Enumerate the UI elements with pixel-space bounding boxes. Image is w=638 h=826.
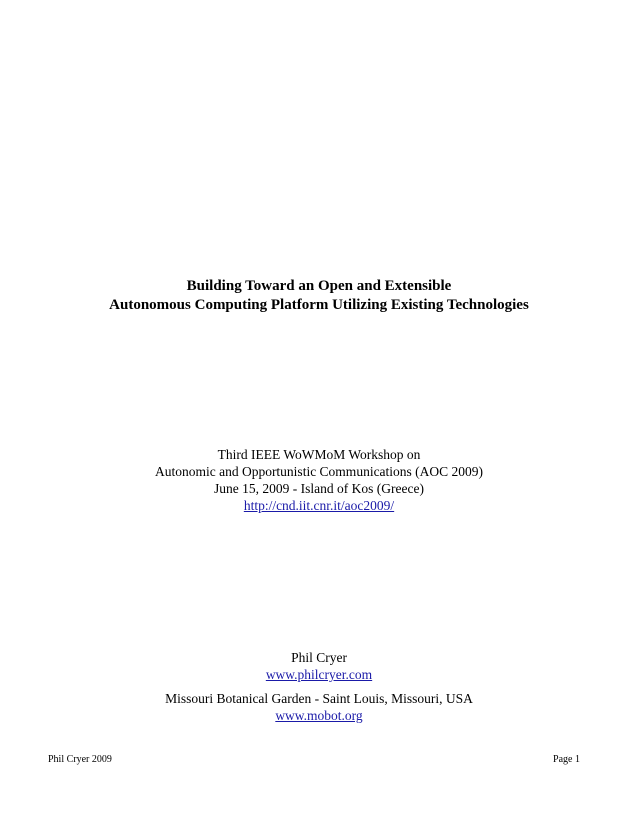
event-line-2: Autonomic and Opportunistic Communications (AOC 2009): [154, 464, 484, 479]
document-title: [0, 277, 638, 315]
organization-info: [0, 690, 638, 724]
event-line-1: Third IEEE WoWMoM Workshop on: [217, 447, 421, 462]
title-line-2: Autonomous Computing Platform Utilizing Existing Technologies: [109, 297, 529, 313]
organization-name: Missouri Botanical Garden - Saint Louis, Missouri, USA: [165, 691, 473, 706]
author-info: [0, 649, 638, 683]
organization-url-link[interactable]: www.mobot.org: [275, 708, 363, 723]
event-url-link[interactable]: http://cnd.iit.cnr.it/aoc2009/: [243, 498, 395, 513]
title-line-1: Building Toward an Open and Extensible: [186, 278, 452, 294]
footer-author: Phil Cryer 2009: [48, 754, 112, 765]
author-url-link[interactable]: www.philcryer.com: [265, 667, 373, 682]
event-line-3: June 15, 2009 - Island of Kos (Greece): [214, 481, 424, 496]
event-info: [0, 446, 638, 514]
footer-page-number: Page 1: [553, 754, 580, 765]
author-name: Phil Cryer: [291, 650, 347, 665]
